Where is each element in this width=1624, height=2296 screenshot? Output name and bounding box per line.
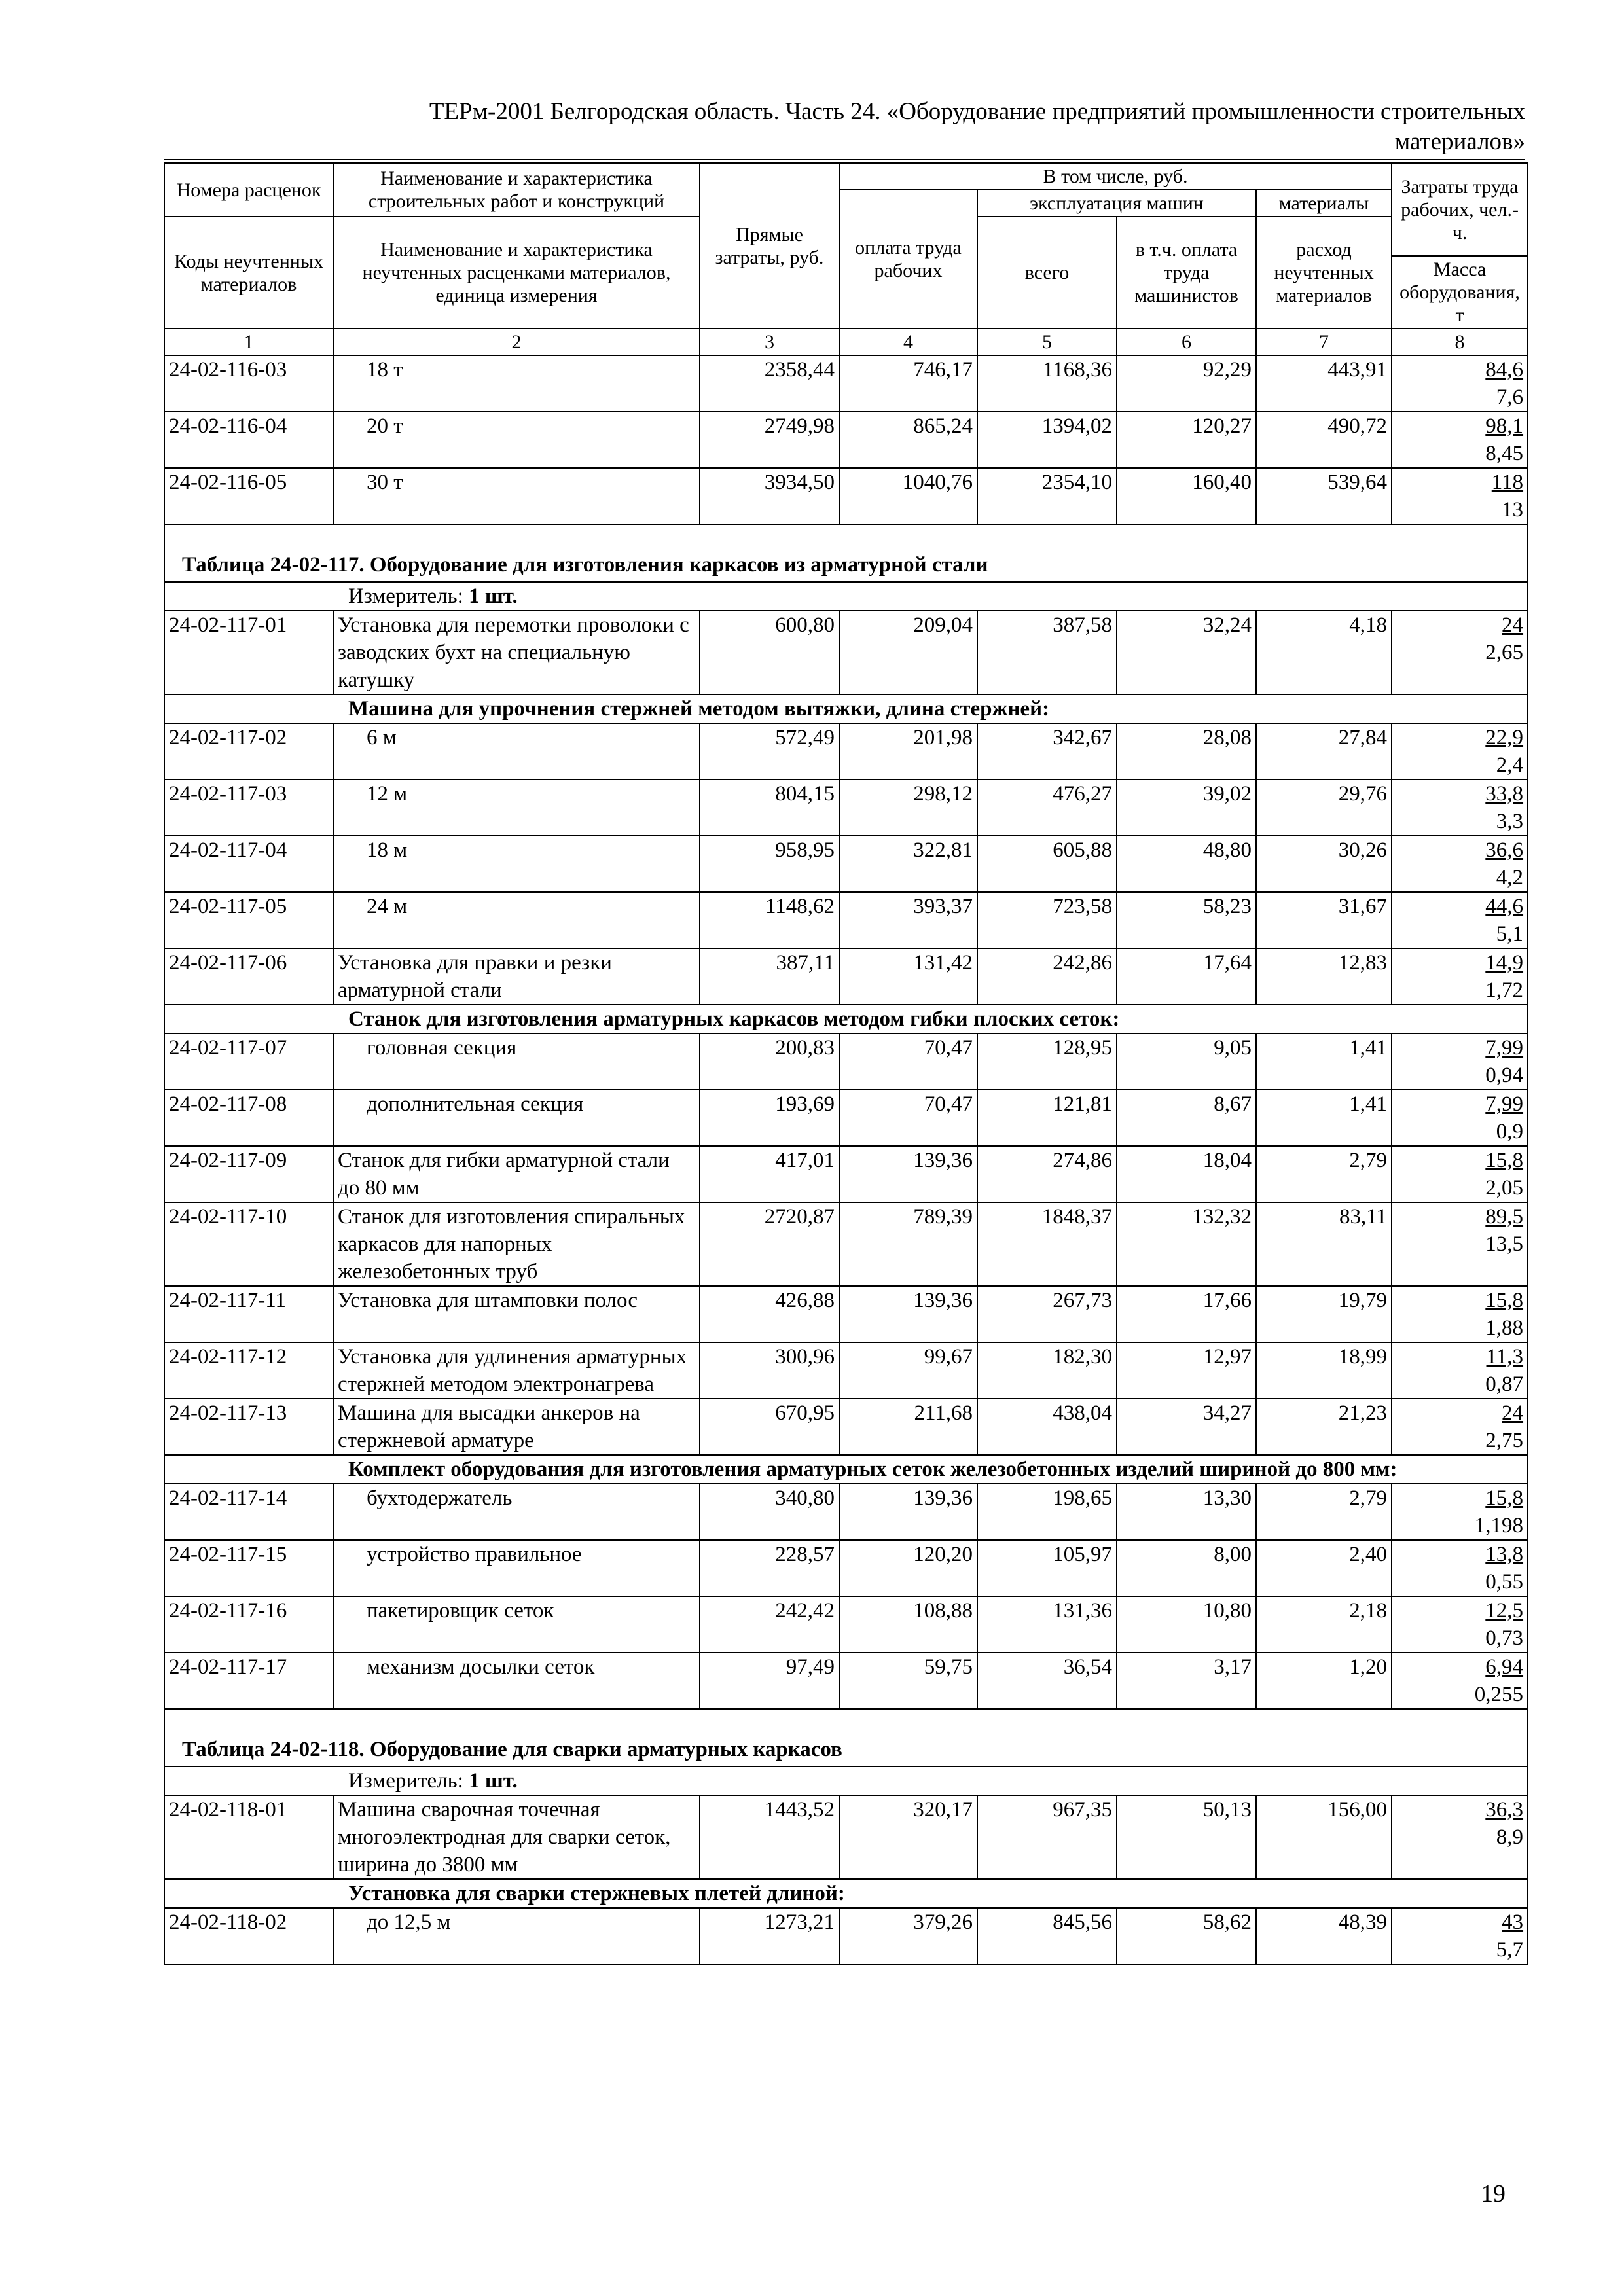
rate-labor-mass bbox=[1392, 1146, 1528, 1202]
rate-code: 24-02-117-14 bbox=[164, 1484, 333, 1540]
rate-code: 24-02-117-02 bbox=[164, 723, 333, 780]
rate-mach: 36,54 bbox=[977, 1653, 1117, 1709]
rate-labor-mass bbox=[1392, 1596, 1528, 1653]
col-num: 7 bbox=[1256, 329, 1392, 355]
rate-row bbox=[164, 412, 1528, 468]
rate-row bbox=[164, 1033, 1528, 1090]
labor-value: 43 bbox=[1502, 1910, 1524, 1934]
labor-value: 98,1 bbox=[1485, 414, 1524, 438]
running-header-line2: материалов» bbox=[1394, 128, 1525, 155]
rate-labor-mass bbox=[1392, 1286, 1528, 1342]
rate-row bbox=[164, 1090, 1528, 1146]
group-heading: Машина для упрочнения стержней методом вытяжки, длина стержней: bbox=[164, 694, 1528, 723]
col-materials: материалы bbox=[1256, 190, 1392, 217]
rate-wages: 120,20 bbox=[839, 1540, 977, 1596]
col-labor-costs: Затраты труда рабочих, чел.-ч. bbox=[1392, 163, 1528, 256]
rate-mach-wages: 58,23 bbox=[1117, 892, 1256, 948]
rate-code: 24-02-117-06 bbox=[164, 948, 333, 1005]
rate-code: 24-02-117-05 bbox=[164, 892, 333, 948]
rate-mach: 121,81 bbox=[977, 1090, 1117, 1146]
mass-value: 8,9 bbox=[1496, 1825, 1524, 1849]
rate-mach-wages: 48,80 bbox=[1117, 836, 1256, 892]
rate-name: дополнительная секция bbox=[333, 1090, 700, 1146]
labor-value: 33,8 bbox=[1485, 782, 1524, 806]
rate-name: 20 т bbox=[333, 412, 700, 468]
col-num: 6 bbox=[1117, 329, 1256, 355]
rate-code: 24-02-117-17 bbox=[164, 1653, 333, 1709]
rate-mach: 267,73 bbox=[977, 1286, 1117, 1342]
rate-mach-wages: 32,24 bbox=[1117, 611, 1256, 694]
rate-name: устройство правильное bbox=[333, 1540, 700, 1596]
rate-direct: 387,11 bbox=[700, 948, 839, 1005]
col-num: 2 bbox=[333, 329, 700, 355]
rate-name: 18 т bbox=[333, 355, 700, 412]
labor-value: 6,94 bbox=[1485, 1655, 1524, 1679]
rate-mach-wages: 58,62 bbox=[1117, 1908, 1256, 1964]
rate-row bbox=[164, 1202, 1528, 1286]
labor-value: 36,6 bbox=[1485, 838, 1524, 862]
rate-direct: 417,01 bbox=[700, 1146, 839, 1202]
mass-value: 1,198 bbox=[1474, 1514, 1524, 1537]
rate-code: 24-02-117-07 bbox=[164, 1033, 333, 1090]
col-rate-numbers: Номера расценок bbox=[164, 163, 333, 217]
rate-direct: 600,80 bbox=[700, 611, 839, 694]
rate-direct: 2720,87 bbox=[700, 1202, 839, 1286]
column-numbers-row bbox=[164, 329, 1528, 355]
rate-row bbox=[164, 1484, 1528, 1540]
rate-mach: 131,36 bbox=[977, 1596, 1117, 1653]
rate-mach-wages: 28,08 bbox=[1117, 723, 1256, 780]
rate-mach: 476,27 bbox=[977, 780, 1117, 836]
rate-row bbox=[164, 892, 1528, 948]
rate-direct: 958,95 bbox=[700, 836, 839, 892]
rate-wages: 139,36 bbox=[839, 1484, 977, 1540]
rate-direct: 572,49 bbox=[700, 723, 839, 780]
rate-name: Установка для штамповки полос bbox=[333, 1286, 700, 1342]
labor-value: 118 bbox=[1491, 471, 1524, 494]
rate-mach: 182,30 bbox=[977, 1342, 1117, 1399]
rate-mat: 27,84 bbox=[1256, 723, 1392, 780]
col-num: 5 bbox=[977, 329, 1117, 355]
group-heading-row bbox=[164, 1455, 1528, 1484]
rate-row bbox=[164, 1342, 1528, 1399]
rate-mach: 387,58 bbox=[977, 611, 1117, 694]
rate-direct: 1443,52 bbox=[700, 1795, 839, 1879]
rate-labor-mass bbox=[1392, 780, 1528, 836]
rate-mach-wages: 39,02 bbox=[1117, 780, 1256, 836]
rate-row bbox=[164, 723, 1528, 780]
page-number: 19 bbox=[1481, 2180, 1506, 2208]
rate-labor-mass bbox=[1392, 1653, 1528, 1709]
rate-wages: 322,81 bbox=[839, 836, 977, 892]
rate-mach: 723,58 bbox=[977, 892, 1117, 948]
group-heading: Станок для изготовления арматурных каркасов методом гибки плоских сеток: bbox=[164, 1005, 1528, 1033]
rate-wages: 1040,76 bbox=[839, 468, 977, 524]
mass-value: 3,3 bbox=[1496, 810, 1524, 833]
rate-direct: 97,49 bbox=[700, 1653, 839, 1709]
rate-name: 18 м bbox=[333, 836, 700, 892]
rate-labor-mass bbox=[1392, 836, 1528, 892]
rate-row bbox=[164, 1286, 1528, 1342]
rate-mach-wages: 3,17 bbox=[1117, 1653, 1256, 1709]
rate-mach-wages: 13,30 bbox=[1117, 1484, 1256, 1540]
rate-mach: 1168,36 bbox=[977, 355, 1117, 412]
rate-name: механизм досылки сеток bbox=[333, 1653, 700, 1709]
rate-code: 24-02-117-16 bbox=[164, 1596, 333, 1653]
rate-row bbox=[164, 1653, 1528, 1709]
rate-name: 24 м bbox=[333, 892, 700, 948]
rate-mach: 438,04 bbox=[977, 1399, 1117, 1455]
col-including: В том числе, руб. bbox=[839, 163, 1392, 190]
rate-code: 24-02-117-15 bbox=[164, 1540, 333, 1596]
rate-name: головная секция bbox=[333, 1033, 700, 1090]
rate-labor-mass bbox=[1392, 892, 1528, 948]
rate-labor-mass bbox=[1392, 1090, 1528, 1146]
rate-wages: 746,17 bbox=[839, 355, 977, 412]
rate-mach: 1394,02 bbox=[977, 412, 1117, 468]
rate-direct: 228,57 bbox=[700, 1540, 839, 1596]
rate-mach: 845,56 bbox=[977, 1908, 1117, 1964]
col-worker-wages: оплата труда рабочих bbox=[839, 190, 977, 329]
rate-wages: 209,04 bbox=[839, 611, 977, 694]
measure bbox=[164, 582, 1528, 611]
rate-wages: 59,75 bbox=[839, 1653, 977, 1709]
col-material-codes: Коды неучтенных материалов bbox=[164, 217, 333, 329]
rate-direct: 3934,50 bbox=[700, 468, 839, 524]
mass-value: 13 bbox=[1502, 498, 1524, 522]
rate-code: 24-02-116-05 bbox=[164, 468, 333, 524]
mass-value: 0,255 bbox=[1474, 1683, 1524, 1706]
rate-wages: 99,67 bbox=[839, 1342, 977, 1399]
labor-value: 7,99 bbox=[1485, 1092, 1524, 1116]
rate-name: Установка для перемотки проволоки с заводских бухт на специальную катушку bbox=[333, 611, 700, 694]
rate-name: до 12,5 м bbox=[333, 1908, 700, 1964]
mass-value: 0,9 bbox=[1496, 1120, 1524, 1143]
group-heading-row bbox=[164, 1879, 1528, 1908]
rate-wages: 320,17 bbox=[839, 1795, 977, 1879]
rate-wages: 298,12 bbox=[839, 780, 977, 836]
rate-mat: 1,20 bbox=[1256, 1653, 1392, 1709]
rate-mat: 12,83 bbox=[1256, 948, 1392, 1005]
measure-label: Измеритель: bbox=[348, 1769, 463, 1793]
group-heading-row bbox=[164, 694, 1528, 723]
mass-value: 2,4 bbox=[1496, 753, 1524, 777]
rate-code: 24-02-116-03 bbox=[164, 355, 333, 412]
rate-mach-wages: 12,97 bbox=[1117, 1342, 1256, 1399]
rate-name: пакетировщик сеток bbox=[333, 1596, 700, 1653]
rate-name: бухтодержатель bbox=[333, 1484, 700, 1540]
rate-labor-mass bbox=[1392, 723, 1528, 780]
rate-wages: 201,98 bbox=[839, 723, 977, 780]
mass-value: 5,1 bbox=[1496, 922, 1524, 946]
rate-wages: 393,37 bbox=[839, 892, 977, 948]
col-num: 1 bbox=[164, 329, 333, 355]
rate-mat: 2,79 bbox=[1256, 1484, 1392, 1540]
mass-value: 7,6 bbox=[1496, 386, 1524, 409]
rate-mat: 21,23 bbox=[1256, 1399, 1392, 1455]
rate-mach-wages: 92,29 bbox=[1117, 355, 1256, 412]
mass-value: 0,87 bbox=[1485, 1372, 1524, 1396]
labor-value: 14,9 bbox=[1485, 951, 1524, 975]
rate-wages: 789,39 bbox=[839, 1202, 977, 1286]
rate-labor-mass bbox=[1392, 412, 1528, 468]
rate-direct: 242,42 bbox=[700, 1596, 839, 1653]
header-rule bbox=[164, 159, 1525, 160]
rate-labor-mass bbox=[1392, 1908, 1528, 1964]
rate-name: Установка для удлинения арматурных стержней методом электронагрева bbox=[333, 1342, 700, 1399]
rate-mat: 29,76 bbox=[1256, 780, 1392, 836]
labor-value: 15,8 bbox=[1485, 1149, 1524, 1172]
rate-mach-wages: 34,27 bbox=[1117, 1399, 1256, 1455]
measure-row bbox=[164, 1767, 1528, 1795]
col-material-consumption: расход неучтенных материалов bbox=[1256, 217, 1392, 329]
rate-name: 12 м bbox=[333, 780, 700, 836]
rate-name: Станок для изготовления спиральных каркасов для напорных железобетонных труб bbox=[333, 1202, 700, 1286]
rate-mach-wages: 132,32 bbox=[1117, 1202, 1256, 1286]
labor-value: 15,8 bbox=[1485, 1486, 1524, 1510]
rate-wages: 131,42 bbox=[839, 948, 977, 1005]
rate-row bbox=[164, 1146, 1528, 1202]
labor-value: 84,6 bbox=[1485, 358, 1524, 382]
rate-row bbox=[164, 948, 1528, 1005]
labor-value: 12,5 bbox=[1485, 1599, 1524, 1623]
rate-mach: 274,86 bbox=[977, 1146, 1117, 1202]
rate-code: 24-02-117-01 bbox=[164, 611, 333, 694]
rate-direct: 426,88 bbox=[700, 1286, 839, 1342]
rate-labor-mass bbox=[1392, 1202, 1528, 1286]
rates-table bbox=[164, 162, 1528, 1965]
rate-mach-wages: 50,13 bbox=[1117, 1795, 1256, 1879]
rate-name: Машина для высадки анкеров на стержневой арматуре bbox=[333, 1399, 700, 1455]
rate-direct: 1148,62 bbox=[700, 892, 839, 948]
rate-mat: 2,18 bbox=[1256, 1596, 1392, 1653]
labor-value: 22,9 bbox=[1485, 726, 1524, 749]
rate-code: 24-02-117-11 bbox=[164, 1286, 333, 1342]
rate-labor-mass bbox=[1392, 1399, 1528, 1455]
labor-value: 11,3 bbox=[1486, 1345, 1524, 1369]
rate-code: 24-02-117-03 bbox=[164, 780, 333, 836]
rate-mat: 83,11 bbox=[1256, 1202, 1392, 1286]
running-header bbox=[164, 97, 1525, 157]
rate-direct: 2749,98 bbox=[700, 412, 839, 468]
mass-value: 2,75 bbox=[1485, 1429, 1524, 1452]
mass-value: 5,7 bbox=[1496, 1938, 1524, 1962]
col-machine-operation: эксплуатация машин bbox=[977, 190, 1256, 217]
rate-labor-mass bbox=[1392, 355, 1528, 412]
rate-code: 24-02-117-08 bbox=[164, 1090, 333, 1146]
rate-wages: 139,36 bbox=[839, 1146, 977, 1202]
rate-row bbox=[164, 1795, 1528, 1879]
col-num: 8 bbox=[1392, 329, 1528, 355]
rate-mat: 1,41 bbox=[1256, 1033, 1392, 1090]
rate-code: 24-02-118-02 bbox=[164, 1908, 333, 1964]
rate-direct: 300,96 bbox=[700, 1342, 839, 1399]
rate-mach: 2354,10 bbox=[977, 468, 1117, 524]
rate-mat: 30,26 bbox=[1256, 836, 1392, 892]
measure-label: Измеритель: bbox=[348, 584, 463, 608]
rate-labor-mass bbox=[1392, 1795, 1528, 1879]
rate-mat: 490,72 bbox=[1256, 412, 1392, 468]
col-num: 4 bbox=[839, 329, 977, 355]
mass-value: 0,73 bbox=[1485, 1626, 1524, 1650]
rate-labor-mass bbox=[1392, 1342, 1528, 1399]
rate-wages: 139,36 bbox=[839, 1286, 977, 1342]
rate-direct: 804,15 bbox=[700, 780, 839, 836]
group-heading: Установка для сварки стержневых плетей длиной: bbox=[164, 1879, 1528, 1908]
mass-value: 2,05 bbox=[1485, 1176, 1524, 1200]
rate-wages: 108,88 bbox=[839, 1596, 977, 1653]
table-title-row bbox=[164, 1709, 1528, 1767]
rate-row bbox=[164, 1540, 1528, 1596]
rate-row bbox=[164, 780, 1528, 836]
rate-row bbox=[164, 1908, 1528, 1964]
rate-code: 24-02-117-12 bbox=[164, 1342, 333, 1399]
rate-mat: 31,67 bbox=[1256, 892, 1392, 948]
table-title: Таблица 24-02-118. Оборудование для сварки арматурных каркасов bbox=[164, 1709, 1528, 1767]
rate-mat: 18,99 bbox=[1256, 1342, 1392, 1399]
rate-mach: 105,97 bbox=[977, 1540, 1117, 1596]
mass-value: 2,65 bbox=[1485, 641, 1524, 664]
rate-name: Станок для гибки арматурной стали до 80 мм bbox=[333, 1146, 700, 1202]
rate-mach-wages: 10,80 bbox=[1117, 1596, 1256, 1653]
rate-row bbox=[164, 1596, 1528, 1653]
rate-row bbox=[164, 611, 1528, 694]
rate-wages: 379,26 bbox=[839, 1908, 977, 1964]
mass-value: 13,5 bbox=[1485, 1232, 1524, 1256]
mass-value: 1,72 bbox=[1485, 978, 1524, 1002]
rate-mat: 2,40 bbox=[1256, 1540, 1392, 1596]
mass-value: 8,45 bbox=[1485, 442, 1524, 465]
rate-code: 24-02-117-13 bbox=[164, 1399, 333, 1455]
rate-mach: 128,95 bbox=[977, 1033, 1117, 1090]
rate-mat: 443,91 bbox=[1256, 355, 1392, 412]
rate-wages: 70,47 bbox=[839, 1033, 977, 1090]
rate-row bbox=[164, 355, 1528, 412]
rate-mach-wages: 18,04 bbox=[1117, 1146, 1256, 1202]
rate-mach-wages: 17,66 bbox=[1117, 1286, 1256, 1342]
table-title: Таблица 24-02-117. Оборудование для изготовления каркасов из арматурной стали bbox=[164, 524, 1528, 582]
rate-mach-wages: 9,05 bbox=[1117, 1033, 1256, 1090]
rate-mach: 605,88 bbox=[977, 836, 1117, 892]
measure bbox=[164, 1767, 1528, 1795]
rate-mach: 342,67 bbox=[977, 723, 1117, 780]
group-heading: Комплект оборудования для изготовления арматурных сеток железобетонных изделий шириной до 800 мм: bbox=[164, 1455, 1528, 1484]
rate-mat: 2,79 bbox=[1256, 1146, 1392, 1202]
measure-row bbox=[164, 582, 1528, 611]
rate-labor-mass bbox=[1392, 1033, 1528, 1090]
col-machines-total: всего bbox=[977, 217, 1117, 329]
labor-value: 15,8 bbox=[1485, 1289, 1524, 1312]
col-material-names: Наименование и характеристика неучтенных расценками материалов, единица измерения bbox=[333, 217, 700, 329]
table-title-row bbox=[164, 524, 1528, 582]
rate-mach-wages: 8,00 bbox=[1117, 1540, 1256, 1596]
labor-value: 24 bbox=[1502, 613, 1524, 637]
rate-direct: 1273,21 bbox=[700, 1908, 839, 1964]
rate-wages: 70,47 bbox=[839, 1090, 977, 1146]
rate-labor-mass bbox=[1392, 1540, 1528, 1596]
col-direct-costs: Прямые затраты, руб. bbox=[700, 163, 839, 329]
rate-name: Установка для правки и резки арматурной стали bbox=[333, 948, 700, 1005]
rate-row bbox=[164, 836, 1528, 892]
col-machinist-wages: в т.ч. оплата труда машинистов bbox=[1117, 217, 1256, 329]
rate-row bbox=[164, 1399, 1528, 1455]
rate-mach-wages: 120,27 bbox=[1117, 412, 1256, 468]
rate-mat: 539,64 bbox=[1256, 468, 1392, 524]
rate-labor-mass bbox=[1392, 611, 1528, 694]
rate-direct: 200,83 bbox=[700, 1033, 839, 1090]
rate-row bbox=[164, 468, 1528, 524]
labor-value: 36,3 bbox=[1485, 1798, 1524, 1821]
running-header-line1: ТЕРм-2001 Белгородская область. Часть 24. «Оборудование предприятий промышленности строительных bbox=[429, 98, 1525, 125]
rate-code: 24-02-116-04 bbox=[164, 412, 333, 468]
rate-mat: 19,79 bbox=[1256, 1286, 1392, 1342]
mass-value: 0,94 bbox=[1485, 1064, 1524, 1087]
mass-value: 1,88 bbox=[1485, 1316, 1524, 1340]
rate-mach: 198,65 bbox=[977, 1484, 1117, 1540]
measure-value: 1 шт. bbox=[469, 584, 518, 608]
rate-mat: 48,39 bbox=[1256, 1908, 1392, 1964]
rate-labor-mass bbox=[1392, 948, 1528, 1005]
rate-direct: 193,69 bbox=[700, 1090, 839, 1146]
measure-value: 1 шт. bbox=[469, 1769, 518, 1793]
col-num: 3 bbox=[700, 329, 839, 355]
rate-wages: 211,68 bbox=[839, 1399, 977, 1455]
rate-code: 24-02-117-04 bbox=[164, 836, 333, 892]
labor-value: 13,8 bbox=[1485, 1543, 1524, 1566]
rate-mach: 1848,37 bbox=[977, 1202, 1117, 1286]
col-work-name: Наименование и характеристика строительных работ и конструкций bbox=[333, 163, 700, 217]
col-equipment-mass: Масса оборудования, т bbox=[1392, 256, 1528, 329]
rate-wages: 865,24 bbox=[839, 412, 977, 468]
labor-value: 24 bbox=[1502, 1401, 1524, 1425]
rate-mach: 242,86 bbox=[977, 948, 1117, 1005]
rate-name: Машина сварочная точечная многоэлектродная для сварки сеток, ширина до 3800 мм bbox=[333, 1795, 700, 1879]
rate-direct: 2358,44 bbox=[700, 355, 839, 412]
rate-labor-mass bbox=[1392, 1484, 1528, 1540]
rate-code: 24-02-117-10 bbox=[164, 1202, 333, 1286]
mass-value: 0,55 bbox=[1485, 1570, 1524, 1594]
rate-code: 24-02-118-01 bbox=[164, 1795, 333, 1879]
rate-mach-wages: 160,40 bbox=[1117, 468, 1256, 524]
rate-name: 6 м bbox=[333, 723, 700, 780]
rate-mat: 4,18 bbox=[1256, 611, 1392, 694]
labor-value: 44,6 bbox=[1485, 895, 1524, 918]
mass-value: 4,2 bbox=[1496, 866, 1524, 889]
rate-labor-mass bbox=[1392, 468, 1528, 524]
rate-mach: 967,35 bbox=[977, 1795, 1117, 1879]
labor-value: 89,5 bbox=[1485, 1205, 1524, 1229]
rate-direct: 340,80 bbox=[700, 1484, 839, 1540]
table-body bbox=[164, 355, 1528, 1964]
rate-mat: 156,00 bbox=[1256, 1795, 1392, 1879]
group-heading-row bbox=[164, 1005, 1528, 1033]
table-header bbox=[164, 163, 1528, 355]
labor-value: 7,99 bbox=[1485, 1036, 1524, 1060]
rate-mach-wages: 17,64 bbox=[1117, 948, 1256, 1005]
rate-direct: 670,95 bbox=[700, 1399, 839, 1455]
rate-mach-wages: 8,67 bbox=[1117, 1090, 1256, 1146]
rate-code: 24-02-117-09 bbox=[164, 1146, 333, 1202]
rate-name: 30 т bbox=[333, 468, 700, 524]
rate-mat: 1,41 bbox=[1256, 1090, 1392, 1146]
